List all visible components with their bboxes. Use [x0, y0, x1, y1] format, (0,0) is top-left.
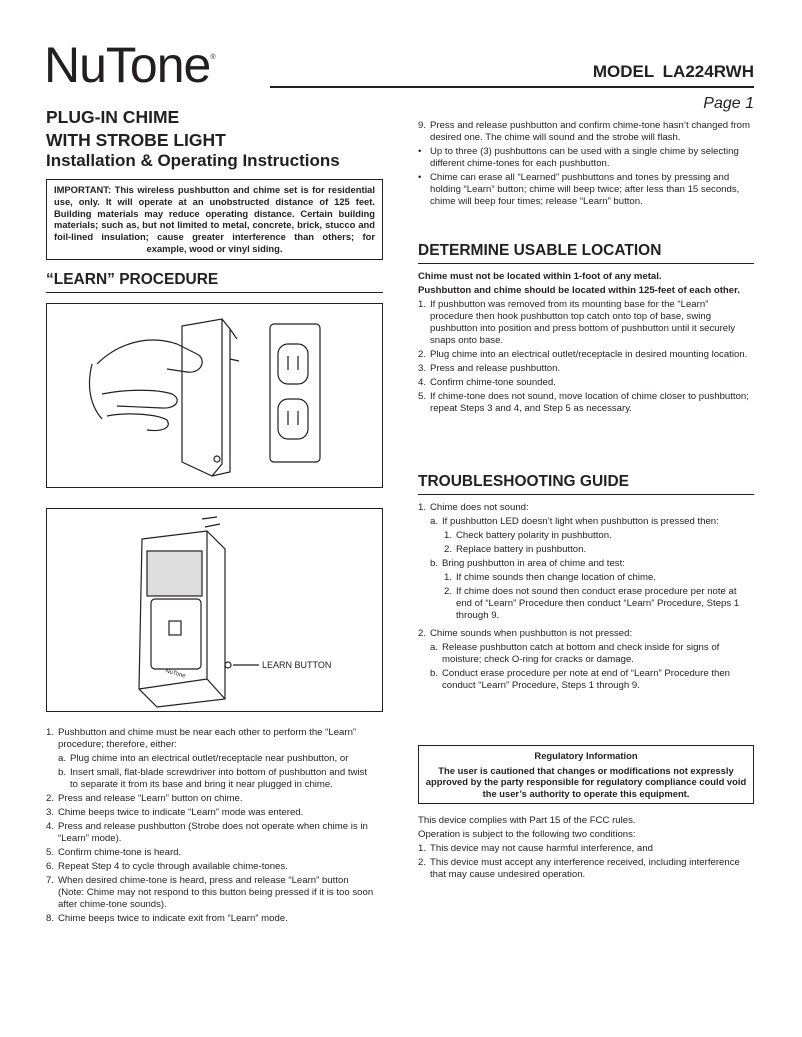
list-item: 5. If chime-tone does not sound, move location of chime closer to pushbutton; repeat Steps 3 and 4, and Step 5 as necessary. [418, 391, 749, 414]
list-item: 4. Confirm chime-tone sounded. [418, 377, 556, 388]
figure-learn-button [46, 508, 383, 712]
list-item: 2. If chime does not sound then conduct erase procedure per note at end of “Learn” Procedure then conduct “Learn” Procedure, Steps 1 through 9. [444, 586, 740, 621]
list-item: 2. Press and release “Learn” button on chime. [46, 793, 243, 804]
list-item: 2. Plug chime into an electrical outlet/receptacle in desired mounting location. [418, 349, 748, 360]
brand-text: NuTone [44, 37, 211, 93]
list-item: a. Release pushbutton catch at bottom and check inside for signs of moisture; check O-ring for cracks or damage. [430, 642, 720, 665]
list-item: 1. Pushbutton and chime must be near each other to perform the “Learn” procedure; therefore, either: [46, 727, 357, 750]
model-number: MODEL LA224RWH [592, 62, 754, 81]
learn-heading: “LEARN” PROCEDURE [46, 271, 383, 293]
list-item: 5. Confirm chime-tone is heard. [46, 847, 182, 858]
list-item: 1. This device may not cause harmful interference, and [418, 843, 653, 854]
fcc-compliance: This device complies with Part 15 of the FCC rules. [418, 815, 636, 826]
list-item: 1. If chime sounds then change location of chime. [444, 572, 656, 583]
list-item: 8. Chime beeps twice to indicate exit from “Learn” mode. [46, 913, 288, 924]
fcc-section [418, 815, 754, 883]
list-item: 7. When desired chime-tone is heard, press and release “Learn” button (Note: Chime may not respond to this button being pressed if it is too soon after chime-tone sounds). [46, 875, 374, 910]
title-line-2: WITH STROBE LIGHT [46, 130, 226, 150]
learn-steps-continued [418, 120, 758, 210]
location-note-metal: Chime must not be located within 1-foot of any metal. [418, 271, 662, 282]
list-item: 1. Chime does not sound: [418, 502, 529, 513]
document-subtitle: Installation & Operating Instructions [46, 151, 340, 170]
list-item: 1. If pushbutton was removed from its mounting base for the “Learn” procedure then hook pushbutton top catch onto top of base, swing pushbutton into position and press bottom of pushbutton until it securely snaps onto base. [418, 299, 736, 346]
page-number: Page 1 [703, 95, 754, 112]
list-item: 3. Chime beeps twice to indicate “Learn” mode was entered. [46, 807, 304, 818]
chime-brand-mark: NuTone [164, 668, 187, 680]
list-item: b. Conduct erase procedure per note at end of “Learn” Procedure then conduct “Learn” Procedure, Steps 1 through 9. [430, 668, 730, 691]
document-title [46, 106, 226, 152]
list-item: • Up to three (3) pushbuttons can be used with a single chime by selecting different chime-tones for each pushbutton. [418, 146, 739, 169]
list-item: 2. This device must accept any interference received, including interference that may cause undesired operation. [418, 857, 740, 880]
list-item: b. Bring pushbutton in area of chime and test: [430, 558, 625, 569]
learn-button-label: LEARN BUTTON [262, 660, 332, 670]
learn-steps [46, 727, 376, 927]
regulatory-warning: The user is cautioned that changes or modifications not expressly approved by the party responsible for regulatory compliance could void the user’s authority to operate this equipment. [425, 764, 747, 799]
list-item: b. Insert small, flat-blade screwdriver into bottom of pushbutton and twist to separate it from its base and bring it near plugged in chime. [58, 767, 368, 790]
nutone-logo: NuTone® [44, 37, 215, 93]
troubleshooting-list [418, 502, 754, 694]
important-notice: IMPORTANT: This wireless pushbutton and chime set is for residential use, only. It will operate at an unobstructed distance of 125 feet. Building materials may reduce operating distance. Certain building materials; such as, but not limited to metal, concrete, brick, stucco and foil-lined insulation; cause greater interference than others; for example, wood or vinyl siding. [46, 179, 383, 260]
list-item: a. Plug chime into an electrical outlet/receptacle near pushbutton, or [58, 753, 349, 764]
list-item: 4. Press and release pushbutton (Strobe does not operate when chime is in “Learn” mode). [46, 821, 368, 844]
chime-device-illustration [47, 509, 384, 713]
location-section [418, 271, 754, 417]
list-item: a. If pushbutton LED doesn’t light when pushbutton is pressed then: [430, 516, 719, 527]
location-heading: DETERMINE USABLE LOCATION [418, 242, 754, 264]
list-item: 2. Chime sounds when pushbutton is not pressed: [418, 628, 633, 639]
list-item: 6. Repeat Step 4 to cycle through available chime-tones. [46, 861, 288, 872]
list-item: 2. Replace battery in pushbutton. [444, 544, 587, 555]
troubleshooting-heading: TROUBLESHOOTING GUIDE [418, 473, 754, 495]
header-rule [270, 86, 754, 88]
list-item: 9. Press and release pushbutton and confirm chime-tone hasn’t changed from desired one. The chime will sound and the strobe will flash. [418, 120, 750, 143]
fcc-conditions: Operation is subject to the following two conditions: [418, 829, 636, 840]
title-line-1: PLUG-IN CHIME [46, 107, 180, 127]
figure-plug-in [46, 303, 383, 488]
hand-plugging-chime-illustration [47, 304, 384, 489]
list-item: 1. Check battery polarity in pushbutton. [444, 530, 612, 541]
location-note-distance: Pushbutton and chime should be located within 125-feet of each other. [418, 285, 740, 296]
regulatory-box [418, 745, 754, 804]
regulatory-title: Regulatory Information [534, 750, 638, 761]
list-item: 3. Press and release pushbutton. [418, 363, 561, 374]
list-item: • Chime can erase all “Learned” pushbuttons and tones by pressing and holding “Learn” button; chime will beep twice; after less than 15 seconds, chime will beep four times; release “Learn” button. [418, 172, 740, 207]
